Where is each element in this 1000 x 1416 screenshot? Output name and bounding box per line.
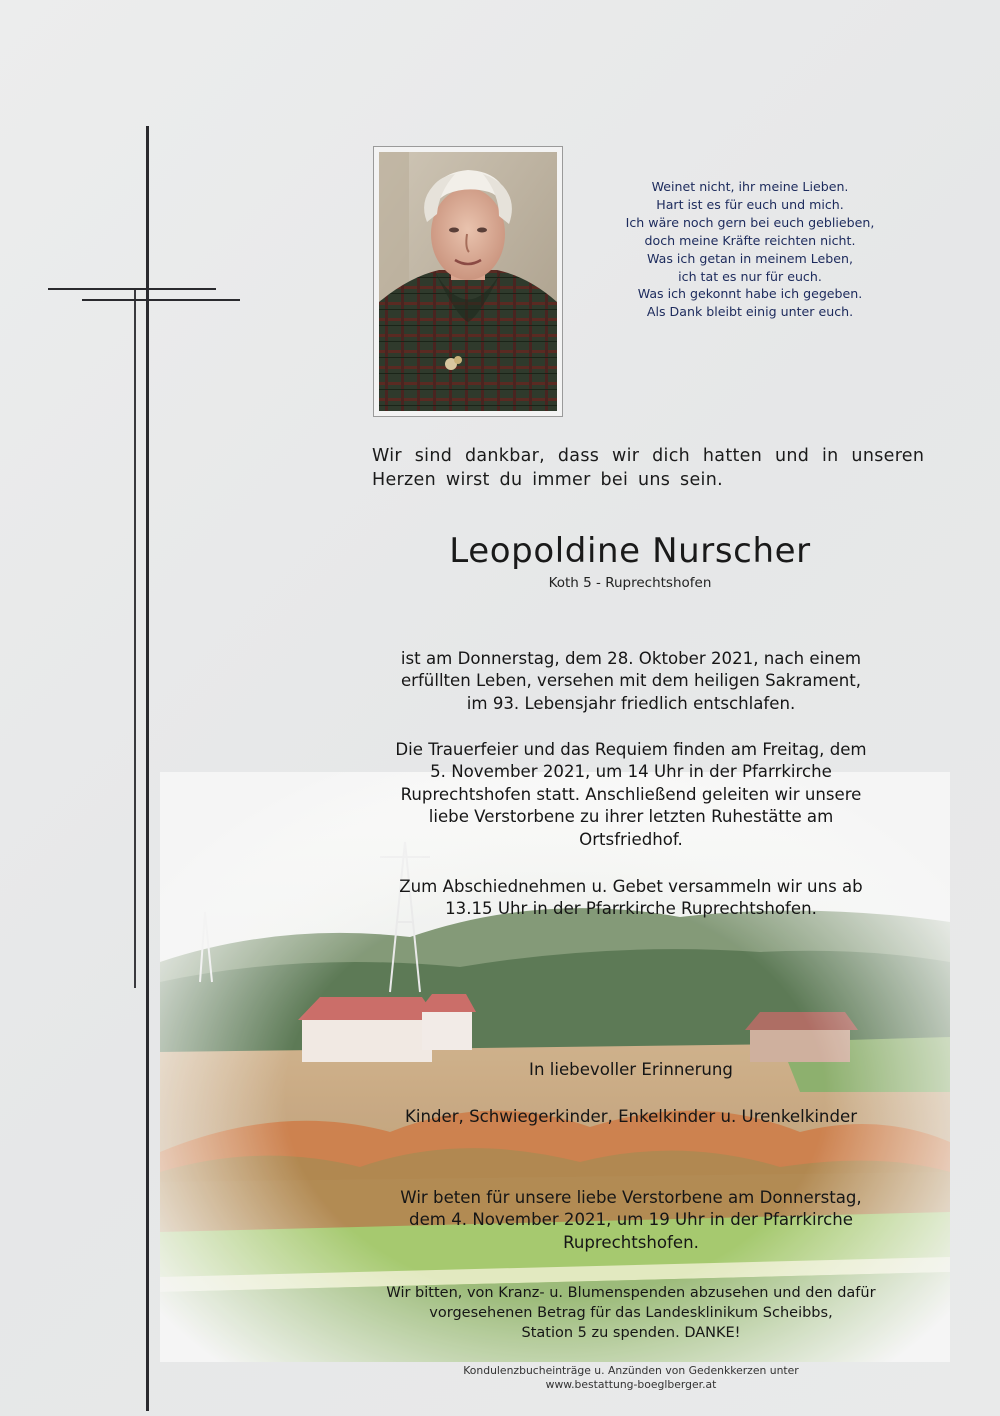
gratitude-line: Wir sind dankbar, dass wir dich hatten und in unseren — [372, 446, 925, 466]
deceased-name: Leopoldine Nurscher — [449, 531, 811, 571]
poem-line: ich tat es nur für euch. — [678, 268, 822, 284]
footer-line: Kondulenzbucheinträge u. Anzünden von Gedenkkerzen unter — [463, 1364, 799, 1377]
footer-website-link[interactable]: www.bestattung-boeglberger.at — [545, 1378, 717, 1391]
footer-note — [331, 1364, 931, 1392]
gathering-line: 13.15 Uhr in der Pfarrkirche Ruprechtshofen. — [445, 899, 817, 919]
poem-line: Was ich getan in meinem Leben, — [647, 250, 853, 266]
poem-line: Als Dank bleibt einig unter euch. — [646, 304, 854, 320]
funeral-line: Ortsfriedhof. — [579, 829, 683, 849]
donation-line: vorgesehenen Betrag für das Landesklinikum Scheibbs, — [429, 1305, 833, 1321]
gathering-line: Zum Abschiednehmen u. Gebet versammeln wir uns ab — [399, 877, 863, 896]
poem-line: Was ich gekonnt habe ich gegeben. — [637, 286, 863, 302]
cross-vertical-line — [146, 126, 149, 1411]
death-notice-line: ist am Donnerstag, dem 28. Oktober 2021, nach einem — [400, 649, 862, 668]
poem-line: doch meine Kräfte reichten nicht. — [644, 232, 856, 248]
donation-line: Station 5 zu spenden. DANKE! — [521, 1325, 741, 1341]
poem-line: Hart ist es für euch und mich. — [656, 196, 844, 212]
portrait-photo — [373, 146, 563, 417]
prayer-line: Ruprechtshofen. — [563, 1232, 699, 1252]
donation-line: Wir bitten, von Kranz- u. Blumenspenden abzusehen und den dafür — [386, 1285, 876, 1301]
death-notice-line: erfüllten Leben, versehen mit dem heiligen Sakrament, — [400, 671, 862, 691]
family-list: Kinder, Schwiegerkinder, Enkelkinder u. Urenkelkinder — [404, 1107, 858, 1126]
death-notice-line: im 93. Lebensjahr friedlich entschlafen. — [466, 693, 796, 713]
death-notice — [331, 648, 931, 715]
donation-request — [331, 1283, 931, 1343]
memory-heading: In liebevoller Erinnerung — [529, 1060, 733, 1079]
cross-horizontal-line-upper — [48, 288, 216, 290]
deceased-address: Koth 5 - Ruprechtshofen — [548, 575, 712, 591]
gratitude-text — [372, 444, 925, 492]
funeral-line: Ruprechtshofen statt. Anschließend geleiten wir unsere — [400, 784, 862, 804]
poem-line: Ich wäre noch gern bei euch geblieben, — [625, 214, 875, 230]
funeral-line: 5. November 2021, um 14 Uhr in der Pfarrkirche — [430, 762, 832, 782]
cross-horizontal-line-lower — [82, 299, 240, 301]
funeral-line: Die Trauerfeier und das Requiem finden am Freitag, dem — [395, 740, 867, 759]
portrait-image — [379, 152, 557, 411]
gathering-notice — [331, 876, 931, 921]
gratitude-line: Herzen wirst du immer bei uns sein. — [372, 470, 723, 490]
funeral-notice — [331, 739, 931, 851]
cross-vertical-line-secondary — [134, 288, 136, 988]
prayer-notice — [331, 1187, 931, 1254]
prayer-line: dem 4. November 2021, um 19 Uhr in der Pfarrkirche — [409, 1210, 853, 1230]
prayer-line: Wir beten für unsere liebe Verstorbene am Donnerstag, — [400, 1188, 862, 1207]
memorial-poem — [590, 178, 910, 321]
poem-line: Weinet nicht, ihr meine Lieben. — [651, 179, 849, 194]
funeral-line: liebe Verstorbene zu ihrer letzten Ruhestätte am — [428, 807, 834, 827]
